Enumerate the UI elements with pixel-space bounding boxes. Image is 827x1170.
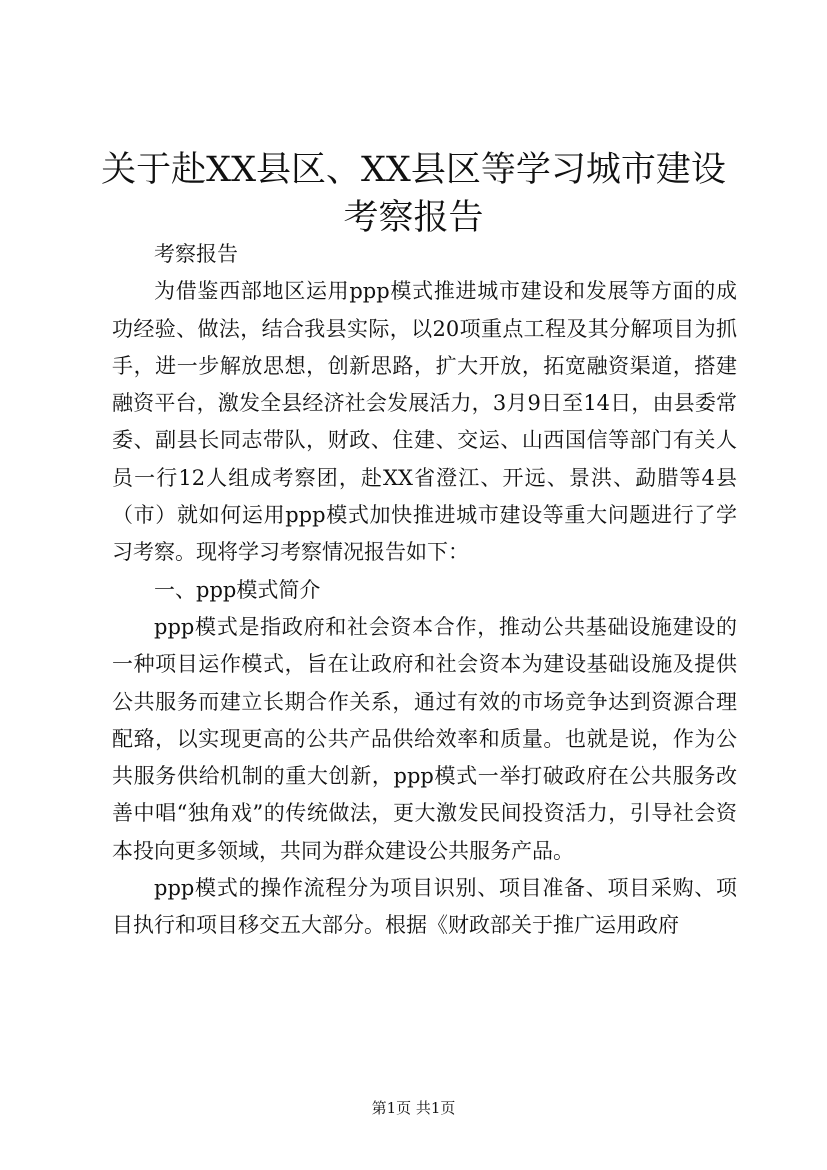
- document-body: [112, 236, 737, 945]
- paragraph-subtitle: 考察报告: [154, 242, 238, 266]
- paragraph-ppp-process: ppp模式的操作流程分为项目识别、项目准备、项目采购、项目执行和项目移交五大部分。根据《财政部关于推广运用政府: [112, 876, 737, 938]
- page-footer: 第1页 共1页: [371, 1099, 456, 1117]
- paragraph-intro: 为借鉴西部地区运用ppp模式推进城市建设和发展等方面的成功经验、做法，结合我县实际，以20项重点工程及其分解项目为抓手，进一步解放思想，创新思路，扩大开放，拓宽融资渠道，搭建融资平台，激发全县经济社会发展活力，3月9日至14日，由县委常委、副县长同志带队，财政、住建、交运、山西国信等部门有关人员一行12人组成考察团，赴XX省澄江、开远、景洪、勐腊等4县（市）就如何运用ppp模式加快推进城市建设等重大问题进行了学习考察。现将学习考察情况报告如下：: [112, 279, 737, 565]
- paragraph-ppp-definition: ppp模式是指政府和社会资本合作，推动公共基础设施建设的一种项目运作模式，旨在让政府和社会资本为建设基础设施及提供公共服务而建立长期合作关系，通过有效的市场竞争达到资源合理配臵，以实现更高的公共产品供给效率和质量。也就是说，作为公共服务供给机制的重大创新，ppp模式一举打破政府在公共服务改善中唱“独角戏”的传统做法，更大激发民间投资活力，引导社会资本投向更多领域，共同为群众建设公共服务产品。: [112, 614, 737, 863]
- document-title: 关于赴XX县区、XX县区等学习城市建设考察报告: [101, 150, 726, 238]
- section-heading-ppp-intro: 一、ppp模式简介: [154, 577, 321, 602]
